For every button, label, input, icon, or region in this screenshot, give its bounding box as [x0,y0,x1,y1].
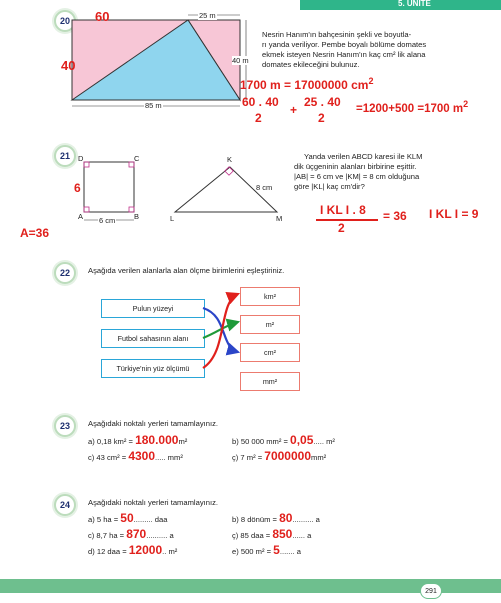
hw-left-dimension: 40 [61,58,76,73]
q24-row-e [232,545,301,557]
hw-kl-answer: I KL I = 9 [429,207,479,221]
q23-row-left: b) 50 000 mm² = [232,437,291,446]
unit-m2: m² [240,315,300,334]
matching-lines [200,282,250,382]
q23-row-right: mm² [311,453,327,462]
hw-square-side: 6 [74,181,81,195]
side-km-label: 8 cm [256,183,273,192]
q24-row-right: ......... daa [133,515,168,524]
unit-mm2: mm² [240,372,300,391]
q24-row-left: ç) 85 daa = [232,531,273,540]
q24-row-a [88,513,167,525]
q21-text-line: Yanda verilen ABCD karesi ile KLM [304,152,423,161]
q23-row-left: ç) 7 m² = [232,453,265,462]
hw-answer-sup: 2 [368,76,374,86]
q23-row-answer: 180.000 [135,433,179,447]
q24-row-d [88,545,177,557]
q23-row-c [88,451,183,463]
hw-top-dimension: 60 [95,9,110,24]
hw-frac-eq: = 36 [383,209,407,223]
q22-prompt: Aşağıda verilen alanlarla alan ölçme birimlerini eşleştiriniz. [88,266,285,275]
question-number-24: 24 [54,494,76,516]
dim-top-label: 25 m [199,11,216,20]
q20-text-line: Nesrin Hanım'ın bahçesinin şekli ve boyutla- [262,30,412,39]
dim-bottom-label: 85 m [145,101,162,110]
q24-prompt: Aşağıdaki noktalı yerleri tamamlayınız. [88,498,218,507]
q20-text-line: rı yanda veriliyor. Pembe boyalı bölüme domates [262,40,427,49]
q24-row-answer: 5 [273,543,280,557]
hw-frac-den: 2 [338,221,345,235]
hw-area: A=36 [20,226,50,240]
q23-row-left: c) 43 cm² = [88,453,129,462]
vertex-L: L [170,214,175,223]
question-number-23: 23 [54,415,76,437]
hw-result-sup: 2 [463,99,469,109]
q21-text-line: göre |KL| kaç cm'dir? [294,182,365,191]
vertex-D: D [78,154,84,163]
vertex-C: C [134,154,140,163]
q23-prompt: Aşağıdaki noktalı yerleri tamamlayınız. [88,419,218,428]
question-number-20: 20 [54,10,76,32]
unit-km2: km² [240,287,300,306]
q23-row-right: m² [178,437,188,446]
hw-fraction-2-den: 2 [318,111,325,125]
hw-fraction-1-den: 2 [255,111,262,125]
hw-fraction-2-num: 25 . 40 [304,95,341,109]
q24-row-answer: 850 [272,527,293,541]
q20-text [262,30,490,70]
q24-row-left: d) 12 daa = [88,547,129,556]
q24-row-answer: 12000 [128,543,163,557]
q21-text-line: dik üçgeninin alanları birbirine eşittir. [294,162,417,171]
q24-row-answer: 80 [279,511,293,525]
q23-row-left: a) 0,18 km² = [88,437,136,446]
vertex-B: B [134,212,140,221]
q24-row-right: ...... a [292,531,312,540]
q24-row-left: a) 5 ha = [88,515,121,524]
q24-row-right: .......... a [146,531,174,540]
q23-row-b [232,435,335,447]
page-number: 291 [420,583,442,599]
q23-row-answer: 4300 [128,449,156,463]
q24-row-c2 [232,529,311,541]
q24-row-left: c) 8,7 ha = [88,531,127,540]
unit-label: 5. ÜNİTE [398,0,431,8]
hw-q20-result [356,99,468,115]
side-ab-label: 6 cm [99,216,116,225]
hw-fraction-1-num: 60 . 40 [242,95,279,109]
q23-row-answer: 0,05 [290,433,314,447]
area-item-stamp: Pulun yüzeyi [101,299,205,318]
hw-result-text: =1200+500 =1700 m [356,102,464,115]
q21-text [294,152,494,192]
q24-row-right: .......... a [292,515,320,524]
q24-row-left: b) 8 dönüm = [232,515,280,524]
unit-cm2: cm² [240,343,300,362]
q21-text-line: |AB| = 6 cm ve |KM| = 8 cm olduğuna [294,172,420,181]
q24-row-right: .. m² [162,547,178,556]
q24-row-b [232,513,320,525]
question-number-22: 22 [54,262,76,284]
hw-plus: + [290,103,298,117]
q23-row-right: ..... mm² [155,453,183,462]
vertex-K: K [227,155,233,164]
area-item-football-field: Futbol sahasının alanı [101,329,205,348]
question-number-21: 21 [54,145,76,167]
q23-row-right: ..... m² [313,437,335,446]
vertex-M: M [276,214,283,223]
q20-text-line: ekmek isteyen Nesrin Hanım'ın kaç cm² lik alana [262,50,426,59]
q24-row-right: ....... a [279,547,301,556]
q23-row-answer: 7000000 [264,449,311,463]
vertex-A: A [78,212,84,221]
q20-text-line: domates ekileceğini bulunuz. [262,60,360,69]
hw-answer-text: 1700 m = 17000000 cm [240,78,369,92]
dim-right-label: 40 m [232,56,249,65]
q24-row-c [88,529,174,541]
area-item-turkey: Türkiye'nin yüz ölçümü [101,359,205,378]
q23-row-a [88,435,187,447]
hw-frac-num: I KL I . 8 [320,203,366,217]
q24-row-answer: 50 [120,511,134,525]
hw-q20-answer [240,76,373,92]
hw-frac-line [316,219,378,221]
q24-row-left: e) 500 m² = [232,547,274,556]
q24-row-answer: 870 [126,527,147,541]
q23-row-c2 [232,451,326,463]
